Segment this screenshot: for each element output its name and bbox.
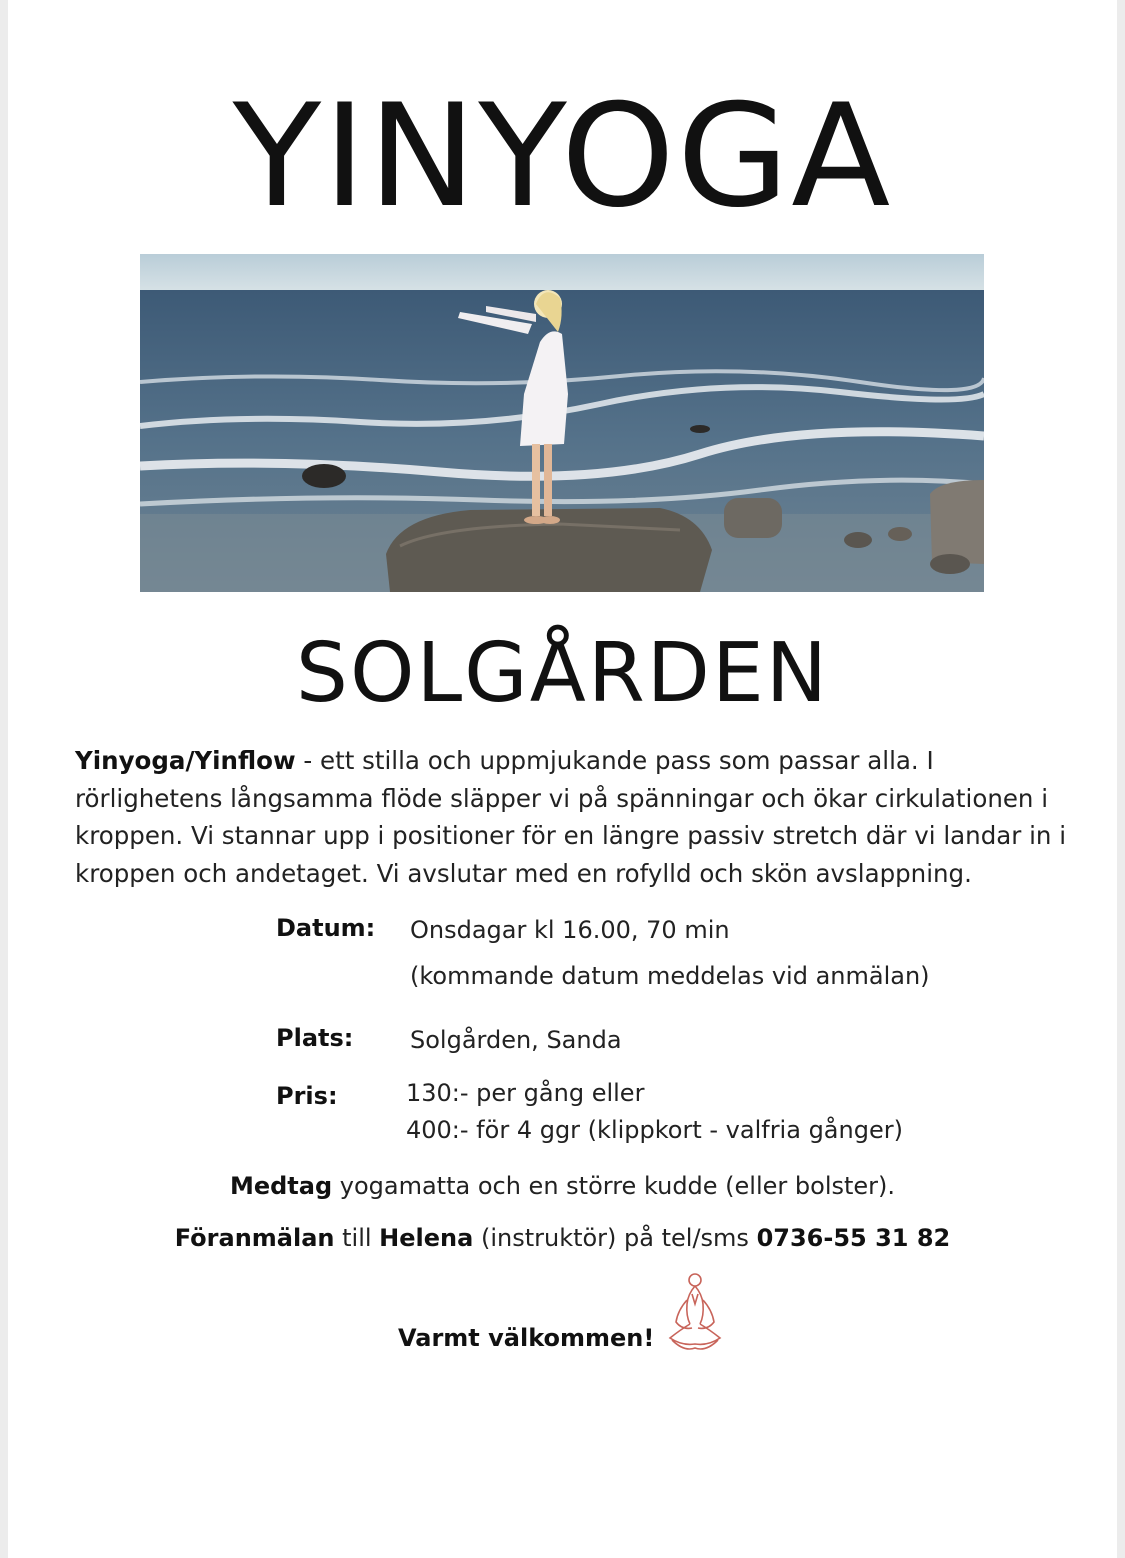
instructor-name: Helena — [379, 1224, 474, 1252]
datum-line-2: (kommande datum meddelas vid anmälan) — [410, 962, 930, 990]
signup-text-1: till — [334, 1224, 380, 1252]
signup-line — [0, 1224, 1125, 1252]
beach-yoga-image — [140, 254, 984, 592]
bring-text: yogamatta och en större kudde (eller bolster). — [332, 1172, 896, 1200]
welcome-text: Varmt välkommen! — [398, 1324, 655, 1352]
bring-bold: Medtag — [229, 1172, 333, 1200]
main-title: YINYOGA — [232, 74, 893, 239]
pris-line-2: 400:- för 4 ggr (klippkort - valfria gånger) — [406, 1116, 903, 1144]
plats-label: Plats: — [276, 1024, 354, 1052]
datum-label: Datum: — [276, 914, 376, 942]
plats-value: Solgården, Sanda — [410, 1026, 622, 1054]
intro-lead: Yinyoga/Yinflow — [75, 746, 296, 775]
flyer-page — [8, 0, 1117, 1558]
pris-line-1: 130:- per gång eller — [406, 1079, 645, 1107]
intro-text: - ett stilla och uppmjukande pass som passar alla. I rörlighetens långsamma flöde släpper vi på spänningar och ökar cirkulationen i kroppen. Vi stannar upp i positioner för en längre passiv stretch där vi landar in i kroppen och andetaget. Vi avslutar med en rofylld och skön avslappning. — [75, 746, 1067, 888]
sea-photo — [140, 254, 984, 592]
bring-line — [0, 1172, 1125, 1200]
meditating-figure-icon — [662, 1270, 728, 1356]
phone-number: 0736-55 31 82 — [756, 1224, 951, 1252]
signup-text-2: (instruktör) på tel/sms — [473, 1224, 757, 1252]
intro-paragraph — [75, 742, 1085, 892]
signup-bold-1: Föranmälan — [174, 1224, 335, 1252]
datum-line-1: Onsdagar kl 16.00, 70 min — [410, 916, 730, 944]
pris-label: Pris: — [276, 1082, 338, 1110]
venue-title: SOLGÅRDEN — [295, 626, 830, 721]
